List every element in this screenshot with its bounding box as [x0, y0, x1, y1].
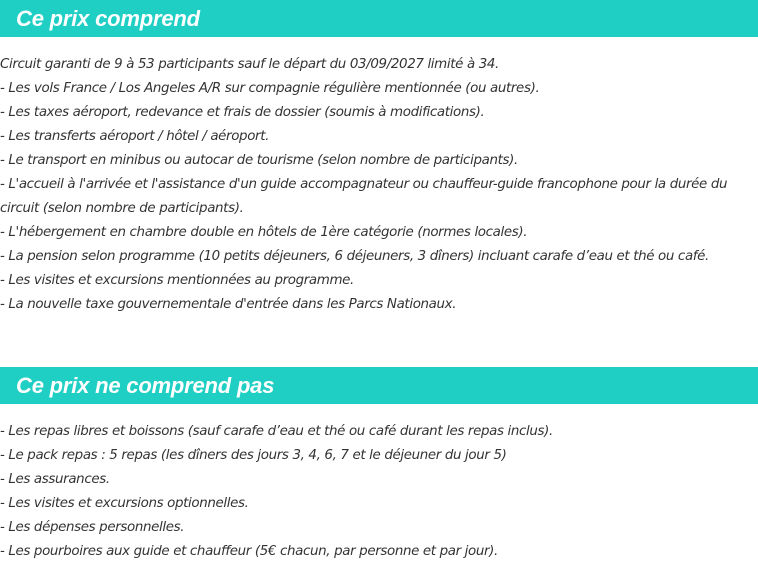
excludes-list	[0, 420, 758, 564]
excludes-header	[0, 367, 758, 404]
list-item: - Les taxes aéroport, redevance et frais de dossier (soumis à modifications).	[0, 105, 485, 120]
includes-header	[0, 0, 758, 37]
list-item: - La nouvelle taxe gouvernementale d'entrée dans les Parcs Nationaux.	[0, 297, 457, 312]
includes-title: Ce prix comprend	[16, 5, 200, 31]
list-item: - Les dépenses personnelles.	[0, 520, 185, 535]
includes-list	[0, 53, 758, 317]
list-item: - Les vols France / Los Angeles A/R sur compagnie régulière mentionnée (ou autres).	[0, 81, 540, 96]
excludes-title: Ce prix ne comprend pas	[16, 372, 275, 398]
list-item: - Le transport en minibus ou autocar de tourisme (selon nombre de participants).	[0, 153, 518, 168]
list-item: - Les visites et excursions mentionnées au programme.	[0, 273, 354, 288]
list-item: - La pension selon programme (10 petits déjeuners, 6 déjeuners, 3 dîners) incluant carafe d’eau et thé ou café.	[0, 249, 709, 264]
list-item: - Les assurances.	[0, 472, 110, 487]
list-item: - L'hébergement en chambre double en hôtels de 1ère catégorie (normes locales).	[0, 225, 528, 240]
list-item: - Les repas libres et boissons (sauf carafe d’eau et thé ou café durant les repas inclus).	[0, 424, 553, 439]
list-item: Circuit garanti de 9 à 53 participants sauf le départ du 03/09/2027 limité à 34.	[0, 57, 499, 72]
list-item: - Les visites et excursions optionnelles.	[0, 496, 249, 511]
list-item: - L'accueil à l'arrivée et l'assistance d'un guide accompagnateur ou chauffeur-guide francophone pour la durée du circuit (selon nombre de participants).	[0, 177, 728, 216]
list-item: - Le pack repas : 5 repas (les dîners des jours 3, 4, 6, 7 et le déjeuner du jour 5)	[0, 448, 507, 463]
list-item: - Les transferts aéroport / hôtel / aéroport.	[0, 129, 270, 144]
list-item: - Les pourboires aux guide et chauffeur (5€ chacun, par personne et par jour).	[0, 544, 498, 559]
